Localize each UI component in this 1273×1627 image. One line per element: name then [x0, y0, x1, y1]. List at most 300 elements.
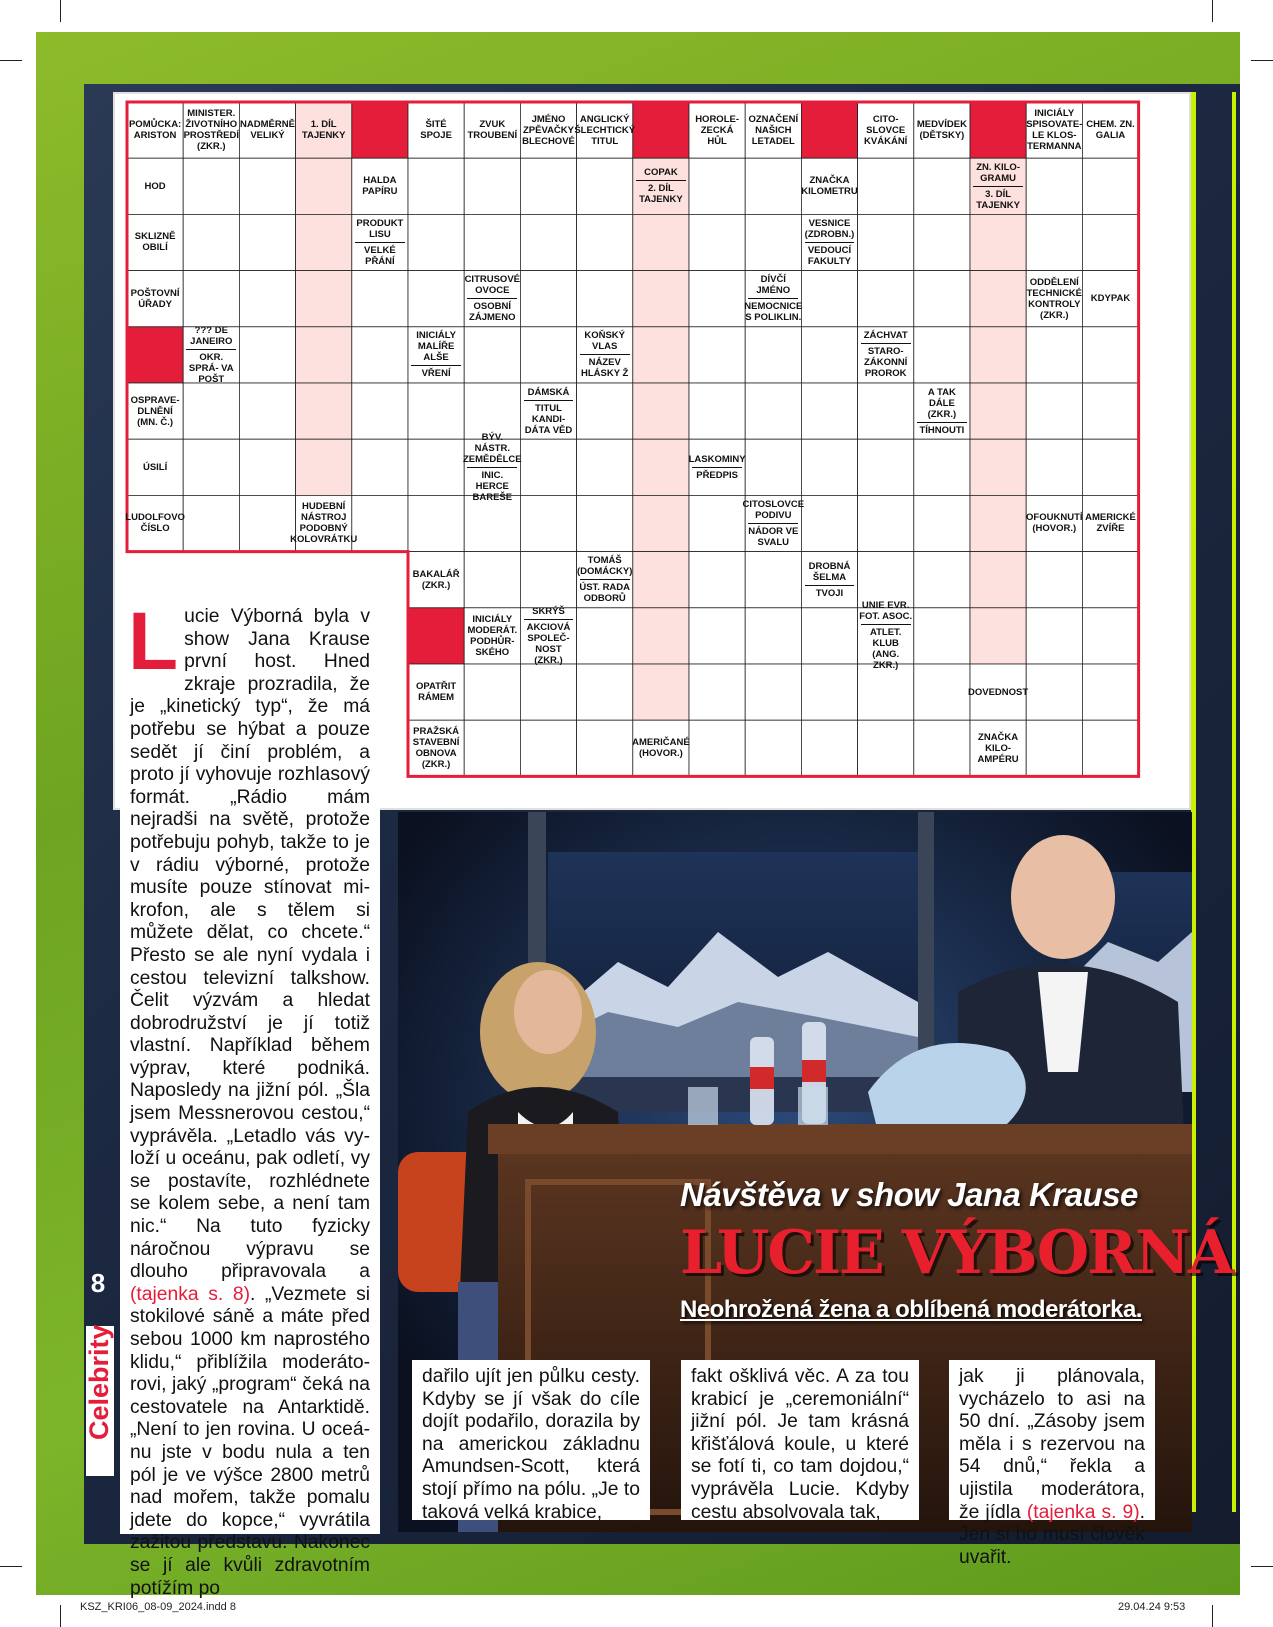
crossword-square	[577, 495, 633, 551]
crossword-clue-cell	[1026, 271, 1082, 327]
crossword-clue-cell	[633, 158, 689, 214]
crossword-square	[858, 552, 914, 608]
article-column-3	[681, 1360, 919, 1523]
crossword-square	[183, 214, 239, 270]
crossword-clue: SKRÝŠ	[532, 605, 565, 617]
crossword-clue: AMERICKÉ ZVÍŘE	[1085, 512, 1136, 535]
crossword-clue-cell	[183, 324, 239, 385]
drop-cap: L	[128, 596, 179, 687]
crossword-square	[464, 495, 520, 551]
crossword-square	[239, 327, 295, 383]
crossword-square	[296, 439, 352, 495]
crossword-square	[408, 439, 464, 495]
crossword-square	[970, 214, 1026, 270]
crossword-clue: KDYPAK	[1090, 293, 1131, 305]
crossword-clue: TÍHNOUTI	[919, 424, 965, 436]
lime-stripe	[1232, 92, 1236, 1512]
crossword-square	[464, 664, 520, 720]
crossword-clue: 3. DÍL TAJENKY	[976, 188, 1020, 211]
crossword-clue: DROBNÁ ŠELMA	[808, 560, 851, 583]
crossword-square	[408, 158, 464, 214]
crossword-clue-cell	[914, 383, 970, 439]
crossword-square	[239, 271, 295, 327]
crossword-clue: HOD	[144, 180, 166, 192]
clue-divider	[355, 242, 405, 243]
crossword-square	[914, 327, 970, 383]
crossword-clue-cell	[914, 102, 970, 158]
crop-mark	[1251, 60, 1273, 61]
crossword-square	[408, 214, 464, 270]
crossword-square	[183, 495, 239, 551]
crossword-clue: CITRUSOVÉ OVOCE	[464, 274, 520, 297]
crossword-square	[577, 720, 633, 776]
crossword-square	[633, 664, 689, 720]
crossword-clue: LASKOMINY	[688, 453, 746, 465]
article-text: ucie Výborná byla v show Jana Krause první host. Hned zkraje prozradila, že je „kinetický typ“, že má potřebu se hýbat a pouze sedět jí činí problém, a proto jí vyhovuje rozhlasový formát. „Rádio mám nejradši na světě, protože potřebuju pohyb, takže to je v rádiu výborné, protože musíte pouze stínovat mikrofon, ale s tělem si můžete dělat, co chcete.“ Přesto se ale nyní vydala i cestou televizní talkshow. Čelit výzvám a hledat dobrodružství je jí totiž vlastní. Například během výprav, které podniká. Naposledy na jižní pól. „Šla jsem Messnerovou cestou,“ vyprávěla. „Letadlo vás vyloží u oceánu, pak odletí, vy se postavíte, rozhlédnete se kolem sebe, a není tam nic.“ Na tuto fyzicky náročnou výpravu se dlouho připravovala a	[130, 606, 370, 1283]
crossword-square	[858, 664, 914, 720]
clue-divider	[861, 343, 911, 344]
crossword-clue: LUDOLFOVO ČÍSLO	[125, 512, 185, 535]
crossword-square	[1082, 608, 1138, 664]
crossword-clue: POMŮCKA: ARISTON	[128, 119, 182, 142]
crossword-clue: VESNICE (ZDROBN.)	[804, 217, 855, 240]
puzzle-reference: (tajenka s. 8)	[130, 1283, 250, 1305]
crossword-clue-cell	[127, 102, 183, 158]
crop-mark	[1251, 1566, 1273, 1567]
crossword-square	[520, 439, 576, 495]
crossword-clue-cell	[296, 102, 352, 158]
crossword-clue-cell	[801, 158, 857, 214]
crossword-clue: SKLIZNĚ OBILÍ	[134, 231, 176, 254]
crossword-square	[970, 327, 1026, 383]
crossword-square	[689, 552, 745, 608]
crossword-clue: KOŇSKÝ VLAS	[584, 330, 626, 353]
crossword-clue-cell	[127, 271, 183, 327]
page-number: 8	[90, 1268, 106, 1298]
crossword-clue: NADMĚRNĚ VELIKÝ	[240, 119, 295, 142]
crossword-clue: ZÁCHVAT	[863, 330, 908, 342]
crop-mark	[0, 1566, 22, 1567]
crossword-clue: ZNAČKA KILO- AMPÉRU	[977, 731, 1019, 765]
crossword-square	[914, 271, 970, 327]
crossword-clue: A TAK DÁLE (ZKR.)	[927, 386, 957, 420]
crossword-clue: INICIÁLY SPISOVATE- LE KLOS- TERMANNA	[1026, 108, 1083, 153]
crossword-square	[239, 495, 295, 551]
crossword-clue-cell	[745, 271, 801, 327]
crossword-clue: HOROLE- ZECKÁ HŮL	[695, 113, 739, 147]
crossword-clue: CITOSLOVCE PODIVU	[742, 498, 805, 521]
crossword-square	[689, 158, 745, 214]
crossword-square	[801, 439, 857, 495]
crossword-clue: POŠTOVNÍ ÚŘADY	[130, 287, 180, 310]
crossword-square	[689, 720, 745, 776]
crossword-square	[914, 495, 970, 551]
crossword-square	[689, 327, 745, 383]
crossword-square	[745, 720, 801, 776]
crossword-square	[1082, 552, 1138, 608]
crossword-square	[914, 720, 970, 776]
crossword-clue-cell	[239, 102, 295, 158]
crossword-square	[183, 271, 239, 327]
crossword-square	[1082, 720, 1138, 776]
crossword-clue: OKR. SPRÁ- VA POŠT	[188, 351, 234, 385]
crossword-square	[689, 608, 745, 664]
clue-divider	[917, 422, 967, 423]
crossword-clue-cell	[574, 102, 636, 158]
crossword-clue-cell	[352, 158, 408, 214]
crossword-clue-cell	[689, 439, 745, 495]
clue-divider	[524, 400, 574, 401]
clue-divider	[805, 585, 855, 586]
crossword-clue: CITO- SLOVCE KVÁKÁNÍ	[864, 113, 908, 147]
crossword-clue-cell	[858, 327, 914, 383]
crossword-clue: ZNAČKA KILOMETRU	[801, 175, 858, 198]
clue-divider	[636, 180, 686, 181]
crossword-square	[633, 102, 689, 158]
crossword-square	[1082, 664, 1138, 720]
crossword-square	[633, 327, 689, 383]
crossword-square	[858, 271, 914, 327]
crossword-square	[914, 214, 970, 270]
crossword-clue-cell	[463, 431, 522, 503]
article-paragraph	[128, 596, 370, 1600]
crossword-square	[577, 439, 633, 495]
crossword-clue-cell	[801, 552, 857, 608]
crossword-clue: OSPRAVE- DLNĚNÍ (MN. Č.)	[130, 394, 180, 428]
crossword-square	[858, 214, 914, 270]
crossword-clue-cell	[408, 327, 464, 383]
crossword-clue: JMÉNO ZPĚVAČKY BLECHOVÉ	[522, 113, 575, 147]
crossword-clue-cell	[577, 552, 633, 608]
crossword-square	[577, 158, 633, 214]
crossword-clue: ??? DE JANEIRO	[190, 324, 233, 347]
clue-divider	[861, 624, 911, 625]
crossword-square	[970, 102, 1026, 158]
crossword-square	[914, 158, 970, 214]
crossword-square	[183, 158, 239, 214]
crossword-square	[1082, 439, 1138, 495]
crop-mark	[60, 0, 61, 22]
crossword-square	[408, 383, 464, 439]
crossword-clue: COPAK	[644, 167, 678, 179]
crossword-clue: ZVUK TROUBENÍ	[467, 119, 518, 142]
crossword-clue: INICIÁLY MODERÁT. PODHŮR- SKÉHO	[467, 613, 518, 658]
crossword-square	[1026, 158, 1082, 214]
crossword-square	[296, 327, 352, 383]
clue-divider	[973, 186, 1023, 187]
crossword-square	[520, 271, 576, 327]
crossword-square	[464, 327, 520, 383]
crossword-square	[352, 327, 408, 383]
crossword-square	[633, 552, 689, 608]
crossword-square	[127, 327, 183, 383]
crossword-clue: OZNAČENÍ NAŠICH LETADEL	[748, 113, 799, 147]
crossword-square	[801, 271, 857, 327]
crossword-square	[745, 439, 801, 495]
crossword-square	[1026, 608, 1082, 664]
crossword-clue-cell	[127, 439, 183, 495]
crossword-square	[1082, 214, 1138, 270]
crossword-clue-cell	[970, 158, 1026, 214]
clue-divider	[467, 298, 517, 299]
crossword-clue: TOMÁŠ (DOMÁCKY)	[576, 555, 633, 578]
crossword-square	[745, 383, 801, 439]
crossword-square	[970, 552, 1026, 608]
crossword-square	[745, 214, 801, 270]
crop-mark	[0, 60, 22, 61]
crossword-clue-cell	[858, 102, 914, 158]
crossword-square	[464, 552, 520, 608]
crossword-square	[239, 383, 295, 439]
crossword-square	[970, 495, 1026, 551]
crossword-square	[520, 720, 576, 776]
crossword-square	[633, 383, 689, 439]
crossword-clue: OPATŘIT RÁMEM	[415, 681, 457, 704]
crossword-square	[408, 271, 464, 327]
crossword-square	[520, 327, 576, 383]
crossword-clue: ZN. KILO- GRAMU	[976, 161, 1020, 184]
crossword-clue-cell	[290, 495, 358, 551]
crossword-clue-cell	[520, 102, 576, 158]
crossword-square	[239, 214, 295, 270]
crossword-clue-cell	[520, 605, 576, 666]
crossword-square	[520, 495, 576, 551]
crossword-square	[1026, 439, 1082, 495]
crossword-clue-cell	[520, 383, 576, 439]
crossword-square	[1026, 327, 1082, 383]
clue-divider	[580, 354, 630, 355]
crossword-clue-cell	[1082, 102, 1138, 158]
crossword-clue-cell	[968, 664, 1029, 720]
crossword-square	[464, 214, 520, 270]
crossword-square	[689, 664, 745, 720]
crossword-square	[689, 271, 745, 327]
article-paragraph	[959, 1366, 1145, 1569]
crop-mark	[60, 1605, 61, 1627]
crossword-clue: AKCIOVÁ SPOLEČ- NOST (ZKR.)	[526, 621, 571, 666]
crossword-clue-cell	[577, 327, 633, 383]
crossword-clue-cell	[352, 214, 408, 270]
crossword-square	[858, 158, 914, 214]
crossword-square	[352, 102, 408, 158]
footer-filename: KSZ_KRI06_08-09_2024.indd 8	[80, 1601, 236, 1613]
crossword-square	[633, 214, 689, 270]
crossword-square	[858, 495, 914, 551]
guest-name-title: LUCIE VÝBORNÁ	[680, 1218, 1233, 1288]
crossword-clue-cell	[742, 495, 805, 551]
crossword-square	[520, 552, 576, 608]
crossword-square	[633, 271, 689, 327]
crossword-clue: ODDĚLENÍ TECHNICKÉ KONTROLY (ZKR.)	[1026, 276, 1082, 321]
crossword-square	[408, 495, 464, 551]
crossword-clue-cell	[127, 383, 183, 439]
clue-divider	[580, 579, 630, 580]
crossword-square	[689, 383, 745, 439]
crossword-clue: STARO- ZÁKONNÍ PROROK	[864, 346, 908, 380]
crossword-square	[970, 439, 1026, 495]
crossword-square	[858, 439, 914, 495]
crossword-square	[352, 383, 408, 439]
crossword-clue: ATLET. KLUB (ANG. ZKR.)	[869, 627, 902, 672]
crossword-square	[183, 439, 239, 495]
crossword-clue-cell	[970, 720, 1026, 776]
crossword-clue: PRAŽSKÁ STAVEBNÍ OBNOVA (ZKR.)	[412, 726, 460, 771]
crossword-square	[914, 552, 970, 608]
clue-divider	[467, 467, 517, 468]
crossword-clue: ÚST. RADA ODBORŮ	[579, 582, 631, 605]
crossword-clue: 2. DÍL TAJENKY	[639, 183, 683, 206]
crossword-clue: ŠITÉ SPOJE	[420, 119, 452, 142]
crossword-square	[914, 439, 970, 495]
crossword-square	[296, 271, 352, 327]
crossword-square	[970, 383, 1026, 439]
crossword-clue: OSOBNÍ ZÁJMENO	[469, 301, 516, 324]
crossword-square	[408, 608, 464, 664]
clue-divider	[805, 242, 855, 243]
puzzle-reference: (tajenka s. 9)	[1026, 1501, 1140, 1523]
crossword-clue: NÁDOR VE SVALU	[748, 525, 799, 548]
crossword-clue: DÍVČÍ JMÉNO	[756, 274, 791, 297]
crossword-clue: AMERIČANÉ (HOVOR.)	[632, 737, 690, 760]
crossword-clue-cell	[464, 102, 520, 158]
crossword-clue-cell	[408, 552, 464, 608]
subtitle: Neohrožená žena a oblíbená moderátorka.	[680, 1296, 1142, 1323]
crossword-square	[801, 383, 857, 439]
crossword-square	[352, 495, 408, 551]
crossword-square	[296, 158, 352, 214]
crossword-square	[858, 720, 914, 776]
crossword-clue: OFOUKNUTÍ (HOVOR.)	[1026, 512, 1083, 535]
crossword-clue: TITUL KANDI- DÁTA VĚD	[524, 402, 573, 436]
clue-divider	[524, 619, 574, 620]
clue-divider	[748, 298, 798, 299]
crossword-square	[577, 664, 633, 720]
article-column-2	[412, 1360, 650, 1523]
crossword-clue: INIC. HERCE BAREŠE	[472, 469, 513, 503]
crossword-square	[1026, 214, 1082, 270]
crossword-square	[689, 495, 745, 551]
crossword-square	[296, 383, 352, 439]
clue-divider	[692, 467, 742, 468]
crossword-clue-cell	[745, 102, 801, 158]
article-text: . Jen si ho musí člověk uvařit.	[959, 1501, 1146, 1568]
crossword-clue-cell	[858, 600, 914, 672]
crossword-clue: PRODUKT LISU	[356, 217, 404, 240]
crossword-clue: BÝV. NÁSTR. ZEMĚDĚLCE	[463, 431, 522, 465]
crossword-square	[801, 102, 857, 158]
crossword-square	[745, 327, 801, 383]
crossword-square	[745, 158, 801, 214]
crossword-square	[577, 608, 633, 664]
crossword-square	[801, 664, 857, 720]
clue-divider	[411, 365, 461, 366]
crossword-square	[1082, 158, 1138, 214]
crossword-clue: ÚSILÍ	[142, 461, 168, 473]
crossword-clue: HUDEBNÍ NÁSTROJ PODOBNÝ KOLOVRÁTKU	[290, 501, 358, 546]
crossword-clue: MEDVÍDEK (DĚTSKY)	[916, 119, 967, 142]
crossword-square	[464, 720, 520, 776]
article-text: jak ji plánovala, vycházelo to asi na 50 dní. „Zásoby jsem měla i s rezervou na 54 dnů,“ řekla a ujistila moderátora, že jídla	[959, 1366, 1145, 1523]
crossword-clue-cell	[127, 214, 183, 270]
crossword-square	[914, 664, 970, 720]
crossword-square	[1026, 552, 1082, 608]
crossword-square	[1026, 664, 1082, 720]
crossword-square	[464, 383, 520, 439]
crossword-clue: ANGLICKÝ ŠLECHTICKÝ TITUL	[574, 113, 636, 147]
crossword-clue-cell	[689, 102, 745, 158]
article-text: fakt ošklivá věc. A za tou krabicí je „ceremoniální“ jižní pól. Je tam krásná křišťálová koule, u které se fotí ti, co tam dojdou,“ vyprávěla Lucie. Kdyby cestu absolvovala tak,	[691, 1366, 909, 1523]
crossword-clue-cell	[408, 102, 464, 158]
crossword-square	[1026, 383, 1082, 439]
crossword-clue-cell	[408, 720, 464, 776]
crossword-clue: VELKÉ PŘÁNÍ	[364, 244, 396, 267]
crossword-square	[633, 608, 689, 664]
crossword-square	[577, 214, 633, 270]
section-label: Celebrity	[84, 1324, 114, 1440]
crossword-square	[689, 214, 745, 270]
crossword-square	[633, 439, 689, 495]
crossword-square	[296, 214, 352, 270]
crossword-square	[801, 720, 857, 776]
crossword-clue: TVOJI	[815, 587, 844, 599]
article-text: dařilo ujít jen půlku cesty. Kdyby se jí však do cíle dojít podařilo, dorazila by na americkou základnu Amundsen-Scott, která stojí přímo na pólu. „Je to taková velká krabice,	[422, 1366, 640, 1523]
crossword-clue: VEDOUCÍ FAKULTY	[807, 244, 852, 267]
crossword-clue: HALDA PAPÍRU	[362, 175, 398, 198]
crossword-square	[745, 552, 801, 608]
clue-divider	[748, 523, 798, 524]
crossword-square	[239, 158, 295, 214]
crossword-clue-cell	[464, 608, 520, 664]
crossword-clue-cell	[183, 102, 239, 158]
crossword-square	[520, 214, 576, 270]
footer-date: 29.04.24 9:53	[1118, 1601, 1186, 1613]
crossword-clue: INICIÁLY MALÍŘE ALŠE	[416, 330, 456, 364]
crossword-clue: VŘENÍ	[421, 368, 451, 380]
crossword-square	[1082, 327, 1138, 383]
crossword-clue: NEMOCNICE S POLIKLIN.	[744, 301, 803, 324]
crossword-clue: MINISTER. ŽIVOTNÍHO PROSTŘEDÍ (ZKR.)	[183, 108, 240, 153]
crossword-square	[801, 608, 857, 664]
crossword-square	[858, 383, 914, 439]
clue-divider	[186, 349, 236, 350]
crossword-square	[801, 495, 857, 551]
crossword-square	[970, 271, 1026, 327]
crossword-square	[1026, 720, 1082, 776]
headline: Návštěva v show Jana Krause	[680, 1176, 1138, 1213]
article-column-4	[949, 1360, 1155, 1568]
crossword-clue-cell	[127, 158, 183, 214]
crossword-clue: PŘEDPIS	[696, 469, 738, 481]
crossword-clue-cell	[408, 664, 464, 720]
crop-mark	[1212, 1605, 1213, 1627]
crossword-clue-cell	[1082, 495, 1138, 551]
crossword-clue: DOVEDNOST	[968, 686, 1029, 698]
crossword-clue-cell	[801, 214, 857, 270]
crossword-clue-cell	[464, 271, 520, 327]
crossword-clue: DÁMSKÁ	[527, 386, 570, 398]
crossword-square	[352, 439, 408, 495]
crossword-clue-cell	[1082, 271, 1138, 327]
crossword-square	[801, 327, 857, 383]
crop-mark	[1212, 0, 1213, 22]
crossword-square	[745, 608, 801, 664]
crossword-square	[464, 158, 520, 214]
crossword-clue: BAKALÁŘ (ZKR.)	[412, 568, 460, 591]
crossword-square	[239, 439, 295, 495]
crossword-square	[183, 383, 239, 439]
crossword-clue: CHEM. ZN. GALIA	[1086, 119, 1135, 142]
crossword-square	[970, 608, 1026, 664]
